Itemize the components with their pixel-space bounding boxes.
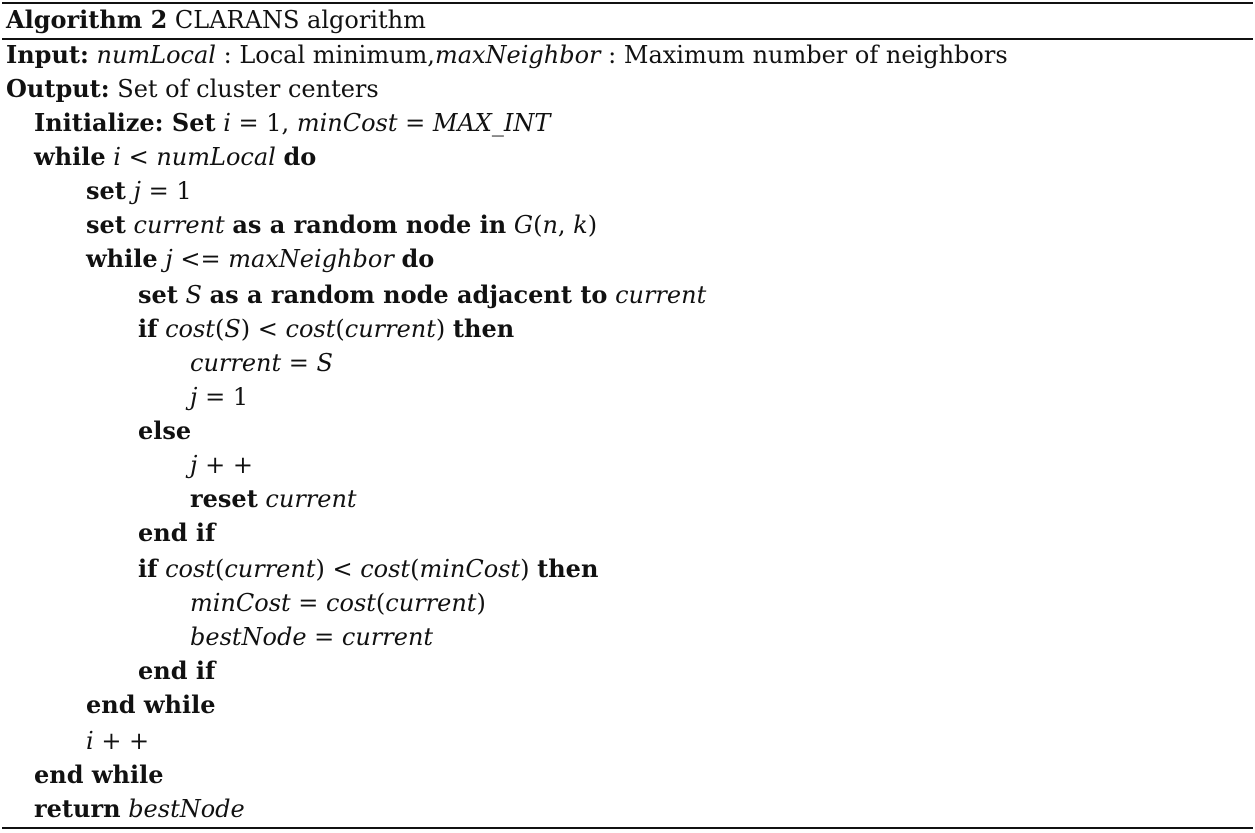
math: minCost: [419, 555, 521, 583]
math: k: [573, 211, 588, 239]
math: =: [306, 623, 342, 651]
math: bestNode: [190, 623, 307, 651]
math: (: [533, 211, 543, 239]
keyword: then: [537, 554, 599, 583]
math: current: [615, 281, 707, 309]
code-line-end-if-1: [138, 516, 215, 550]
keyword: set: [86, 210, 126, 239]
math: ) <: [240, 315, 286, 343]
math: (: [214, 315, 225, 343]
math: ): [435, 315, 446, 343]
keyword: as a random node adjacent to: [209, 280, 608, 309]
algorithm-title: CLARANS algorithm: [174, 6, 426, 34]
math: current: [190, 349, 282, 377]
math: =: [281, 349, 317, 377]
code-line-j-eq-1: [190, 380, 248, 414]
math: ,: [557, 211, 574, 239]
math: + +: [197, 451, 253, 479]
math: cost: [360, 555, 411, 583]
code-line-while-outer: [34, 140, 316, 174]
math: G: [513, 211, 534, 239]
math: (: [375, 589, 386, 617]
math: = 1: [197, 383, 249, 411]
math: j: [190, 451, 198, 479]
code-line-set-j: [86, 174, 192, 208]
math: current: [385, 589, 477, 617]
math: = 1: [140, 177, 192, 205]
keyword: as a random node in: [232, 210, 507, 239]
math: + +: [93, 727, 150, 755]
keyword: reset: [190, 484, 258, 513]
math: maxNeighbor: [228, 245, 394, 273]
math: i: [113, 143, 121, 171]
math: S: [224, 315, 241, 343]
code-line-end-while-outer: [34, 758, 163, 792]
math: cost: [326, 589, 376, 617]
math: (: [214, 555, 225, 583]
math: n: [542, 211, 558, 239]
keyword: if: [138, 314, 158, 343]
algorithm-caption: [6, 3, 426, 37]
math: current: [133, 211, 225, 239]
math: cost: [165, 315, 215, 343]
input-line: [6, 38, 1008, 72]
output-desc: Set of cluster centers: [117, 75, 379, 103]
math: minCost: [296, 109, 398, 137]
keyword: set: [86, 176, 126, 205]
math: current: [265, 485, 357, 513]
code-line-end-if-2: [138, 654, 215, 688]
math: cost: [165, 555, 215, 583]
math: ): [587, 211, 598, 239]
math: S: [316, 349, 333, 377]
math: <: [120, 143, 157, 171]
code-line-current-eq-s: [190, 346, 333, 380]
keyword: then: [452, 314, 515, 343]
keyword: set: [138, 280, 178, 309]
input-label: Input:: [6, 40, 89, 69]
output-line: [6, 72, 379, 106]
math: cost: [285, 315, 336, 343]
math: current: [341, 623, 434, 651]
math: numLocal: [156, 143, 276, 171]
keyword: do: [401, 244, 435, 273]
keyword: return: [34, 794, 121, 823]
keyword: else: [138, 416, 192, 445]
code-line-if-cost-current: [138, 552, 598, 586]
input-var-numlocal: numLocal: [96, 41, 216, 69]
algorithm-number: Algorithm 2: [6, 5, 168, 34]
code-line-mincost-assign: [190, 586, 486, 620]
math: = 1,: [230, 109, 297, 137]
math: ): [520, 555, 530, 583]
code-line-i-increment: [86, 724, 149, 758]
keyword: Initialize: Set: [34, 108, 216, 137]
math: MAX_INT: [432, 109, 551, 137]
code-line-j-increment: [190, 448, 253, 482]
math: S: [185, 281, 202, 309]
math: j: [190, 383, 198, 411]
keyword: do: [283, 142, 317, 171]
math: j: [165, 245, 173, 273]
math: =: [397, 109, 433, 137]
keyword: end if: [138, 656, 216, 685]
code-line-initialize: [34, 106, 550, 140]
math: bestNode: [128, 795, 245, 823]
math: =: [290, 589, 327, 617]
math: i: [86, 727, 94, 755]
input-desc-numlocal: : Local minimum,: [215, 41, 435, 69]
code-line-else: [138, 414, 191, 448]
math: minCost: [190, 589, 291, 617]
keyword: end while: [34, 760, 164, 789]
code-line-set-current: [86, 208, 597, 242]
math: ) <: [315, 555, 361, 583]
keyword: while: [86, 244, 158, 273]
code-line-end-while-inner: [86, 688, 215, 722]
code-line-if-cost-s: [138, 312, 514, 346]
math: <=: [172, 245, 229, 273]
output-label: Output:: [6, 74, 110, 103]
code-line-set-s: [138, 278, 706, 312]
keyword: end if: [138, 518, 216, 547]
math: current: [344, 315, 436, 343]
keyword: end while: [86, 690, 216, 719]
code-line-reset-current: [190, 482, 357, 516]
code-line-return: [34, 792, 245, 826]
code-line-while-inner: [86, 242, 434, 276]
math: j: [133, 177, 141, 205]
keyword: while: [34, 142, 106, 171]
math: current: [224, 555, 316, 583]
input-var-maxneighbor: maxNeighbor: [434, 41, 601, 69]
input-desc-maxneighbor: : Maximum number of neighbors: [600, 41, 1008, 69]
math: ): [476, 589, 486, 617]
keyword: if: [138, 554, 158, 583]
math: (: [335, 315, 345, 343]
bottom-rule: [2, 827, 1253, 829]
math: i: [223, 109, 231, 137]
math: (: [410, 555, 420, 583]
code-line-bestnode-assign: [190, 620, 433, 654]
